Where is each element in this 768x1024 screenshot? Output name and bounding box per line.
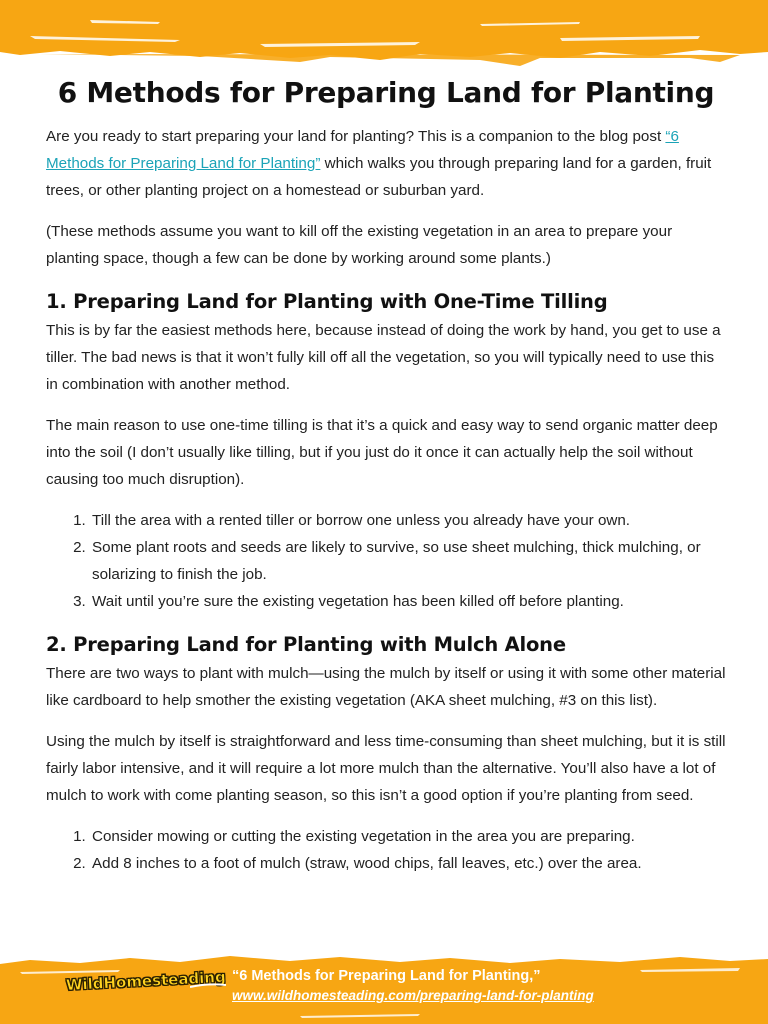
footer-url-link[interactable]: www.wildhomesteading.com/preparing-land-for-planting — [232, 988, 594, 1003]
list-item: 1. Till the area with a rented tiller or borrow one unless you already have your own. — [90, 507, 726, 534]
footer-citation — [232, 966, 732, 1006]
footer-title: “6 Methods for Preparing Land for Planting,” — [232, 968, 541, 984]
intro-text-1: Are you ready to start preparing your land for planting? This is a companion to the blog post — [46, 128, 666, 145]
intro-paragraph — [46, 123, 726, 204]
section-2-paragraph-1: There are two ways to plant with mulch—using the mulch by itself or using it with some other material like cardboard to help smother the existing vegetation (AKA sheet mulching, #3 on this list). — [46, 665, 726, 709]
document-body — [46, 76, 726, 891]
logo-swoosh-icon — [190, 982, 226, 990]
section-1-heading: 1. Preparing Land for Planting with One-Time Tilling — [46, 290, 608, 313]
list-item: 1. Consider mowing or cutting the existing vegetation in the area you are preparing. — [90, 823, 726, 850]
list-item: 2. Some plant roots and seeds are likely to survive, so use sheet mulching, thick mulching, or solarizing to finish the job. — [90, 534, 726, 588]
footer — [66, 966, 726, 1016]
list-item: 2. Add 8 inches to a foot of mulch (straw, wood chips, fall leaves, etc.) over the area. — [90, 850, 726, 877]
list-item: 3. Wait until you’re sure the existing vegetation has been killed off before planting. — [90, 588, 726, 615]
section-1-steps — [46, 507, 726, 615]
wild-homesteading-logo: WildHomesteading — [65, 967, 227, 995]
section-1-paragraph-2: The main reason to use one-time tilling is that it’s a quick and easy way to send organic matter deep into the soil (I don’t usually like tilling, but if you just do it once it can actually help the soil without causing too much disruption). — [46, 417, 718, 488]
section-2-steps — [46, 823, 726, 877]
blog-post-link[interactable]: “6 Methods for Preparing Land for Planting” — [46, 128, 679, 172]
section-1-paragraph-1: This is by far the easiest methods here, because instead of doing the work by hand, you get to use a tiller. The bad news is that it won’t fully kill off all the vegetation, so you will typically need to use this in combination with another method. — [46, 322, 721, 393]
header-brush-band — [0, 0, 768, 70]
page-title: 6 Methods for Preparing Land for Planting — [57, 76, 715, 109]
section-2-paragraph-2: Using the mulch by itself is straightforward and less time-consuming than sheet mulching, but it is still fairly labor intensive, and it will require a lot more mulch than the alternative. You’ll also have a lot of mulch to work with come planting season, so this isn’t a good option if you’re planting from seed. — [46, 733, 726, 804]
intro-text-2: which walks you through preparing land for a garden, fruit trees, or other planting project on a homestead or suburban yard. — [46, 155, 712, 199]
section-2-heading: 2. Preparing Land for Planting with Mulch Alone — [46, 633, 566, 656]
note-paragraph: (These methods assume you want to kill off the existing vegetation in an area to prepare your planting space, though a few can be done by working around some plants.) — [46, 223, 673, 267]
